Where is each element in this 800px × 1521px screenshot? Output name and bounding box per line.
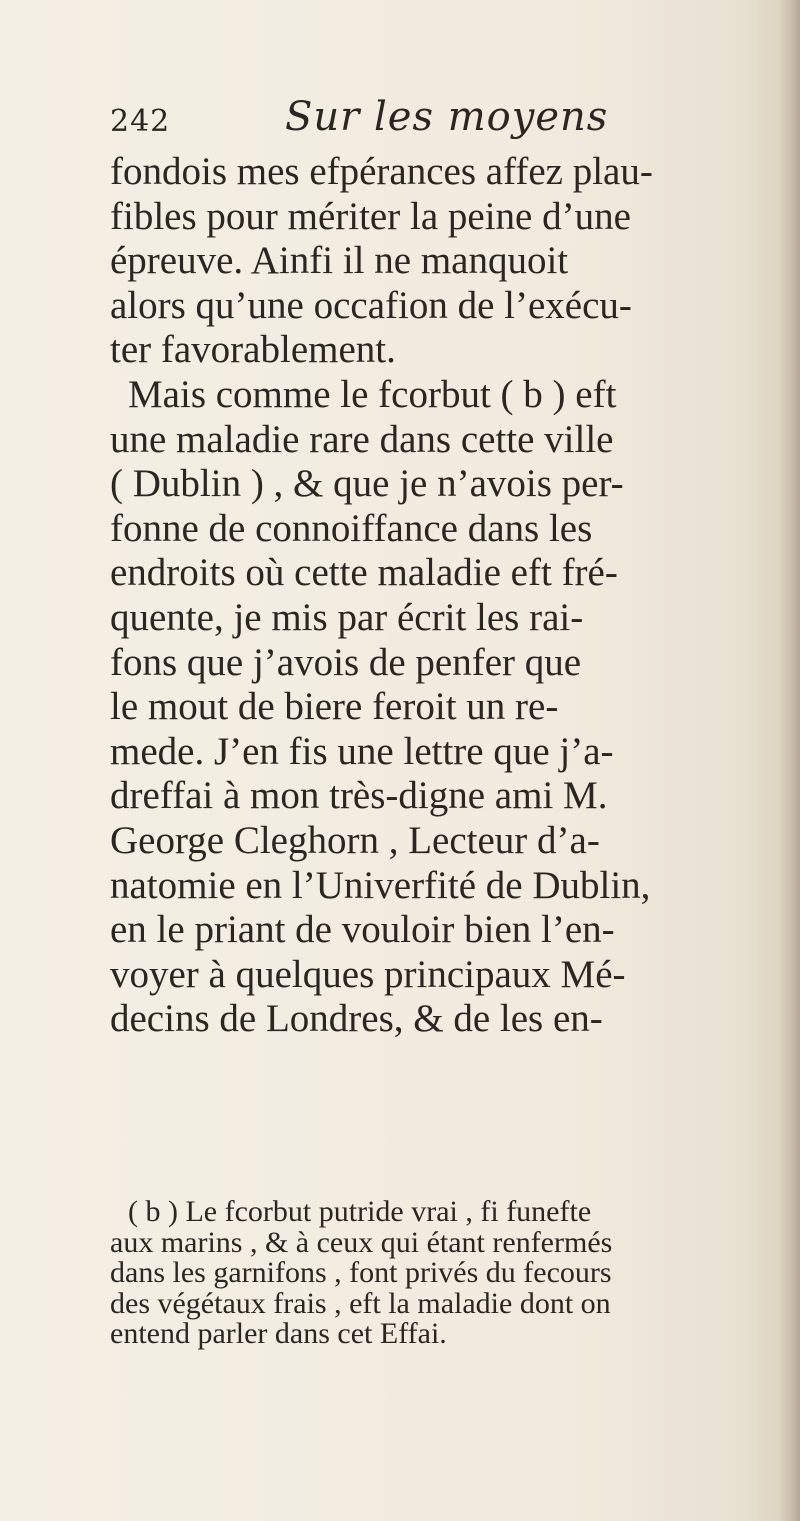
text-line: fibles pour mériter la peine d’une	[110, 194, 631, 238]
footnote-line: dans les garnifons , font privés du fecours	[110, 1256, 612, 1289]
footnote-line: entend parler dans cet Effai.	[110, 1317, 447, 1350]
text-line: quente, je mis par écrit les rai-	[110, 595, 584, 639]
text-line: alors qu’une occafion de l’exécu-	[110, 283, 632, 327]
text-line: mede. J’en fis une lettre que j’a-	[110, 729, 614, 773]
page-number: 242	[110, 104, 171, 139]
text-line: endroits où cette maladie eft fré-	[110, 551, 618, 595]
footnote-line: aux marins , & à ceux qui étant renfermés	[110, 1225, 613, 1259]
text-line: le mout de biere feroit un re-	[110, 685, 559, 729]
text-line: Mais comme le fcorbut ( b ) eft	[128, 372, 617, 416]
text-line: voyer à quelques principaux Mé-	[110, 952, 626, 996]
running-title: Sur les moyens	[285, 94, 609, 140]
text-line: fondois mes efpérances affez plau-	[110, 150, 653, 193]
text-line: épreuve. Ainfi il ne manquoit	[110, 239, 569, 283]
body-text	[110, 150, 770, 1042]
page-header	[110, 92, 740, 142]
text-line: ( Dublin ) , & que je n’avois per-	[110, 462, 624, 506]
text-line: fonne de connoiffance dans les	[110, 506, 593, 550]
text-line: en le priant de vouloir bien l’en-	[110, 908, 615, 952]
text-line: ter favorablement.	[110, 328, 396, 372]
text-line: fons que j’avois de penfer que	[110, 640, 582, 684]
text-line: dreffai à mon très-digne ami M.	[110, 774, 608, 818]
text-line: George Cleghorn , Lecteur d’a-	[110, 818, 600, 862]
text-line: une maladie rare dans cette ville	[110, 417, 614, 461]
footnote-line: des végétaux frais , eft la maladie dont on	[110, 1286, 611, 1320]
text-line: decins de Londres, & de les en-	[110, 997, 603, 1041]
footnote-line: ( b ) Le fcorbut putride vrai , fi funefte	[128, 1195, 592, 1228]
text-line: natomie en l’Univerfité de Dublin,	[110, 863, 651, 907]
footnote	[110, 1197, 790, 1350]
